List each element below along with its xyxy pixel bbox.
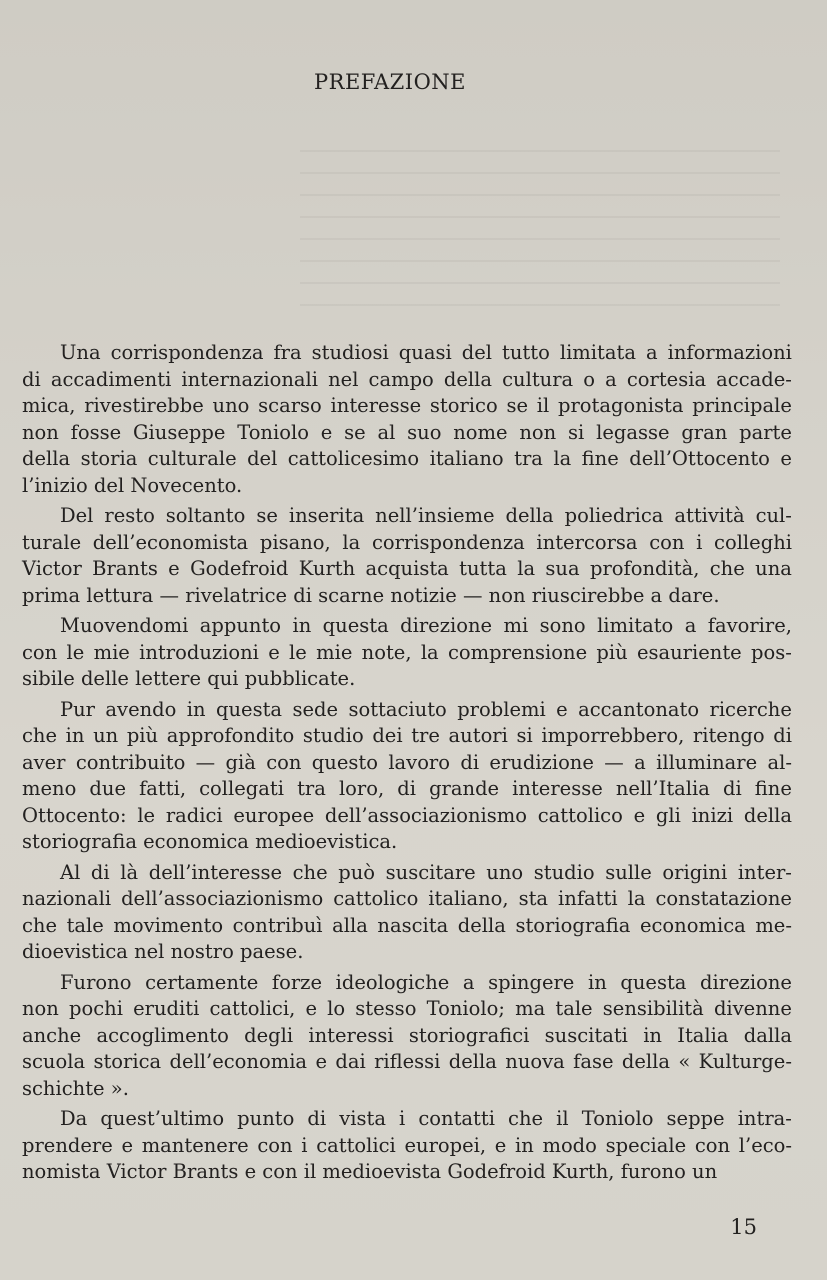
paragraph-line: l’inizio del Novecento. xyxy=(22,473,243,497)
paragraph-line: non pochi eruditi cattolici, e lo stesso Toniolo; ma tale sensibilità divenne xyxy=(22,997,792,1020)
paragraph-line: dioevistica nel nostro paese. xyxy=(22,940,304,963)
body-text xyxy=(22,340,792,1186)
paragraph-line: con le mie introduzioni e le mie note, la comprensione più esauriente pos- xyxy=(22,640,792,664)
page-number: 15 xyxy=(730,1215,757,1239)
paragraph-line: di accadimenti internazionali nel campo della cultura o a cortesia accade- xyxy=(22,367,792,391)
paragraph-line: storiografia economica medioevistica. xyxy=(22,830,398,853)
paragraph-line: nazionali dell’associazionismo cattolico italiano, sta infatti la constatazione xyxy=(22,887,792,910)
paragraph-line: sibile delle lettere qui pubblicate. xyxy=(22,667,356,690)
paragraph-line: prima lettura — rivelatrice di scarne notizie — non riuscirebbe a dare. xyxy=(22,583,720,607)
paragraph-line: non fosse Giuseppe Toniolo e se al suo nome non si legasse gran parte xyxy=(22,420,792,444)
paragraph-line: scuola storica dell’economia e dai riflessi della nuova fase della « Kulturge- xyxy=(22,1050,792,1073)
paragraph-line: mica, rivestirebbe uno scarso interesse storico se il protagonista principale xyxy=(22,394,792,417)
paragraph-first-line: Al di là dell’interesse che può suscitare uno studio sulle origini inter- xyxy=(60,860,792,884)
paragraph-line: che in un più approfondito studio dei tre autori si imporrebbero, ritengo di xyxy=(22,724,792,747)
paragraph-line: prendere e mantenere con i cattolici europei, e in modo speciale con l’eco- xyxy=(22,1133,792,1157)
paragraph-first-line: Pur avendo in questa sede sottaciuto problemi e accantonato ricerche xyxy=(60,697,792,721)
paragraph-line: della storia culturale del cattolicesimo italiano tra la fine dell’Ottocento e xyxy=(22,447,792,470)
paragraph-first-line: Muovendomi appunto in questa direzione mi sono limitato a favorire, xyxy=(60,614,792,637)
paragraph-first-line: Da quest’ultimo punto di vista i contatti che il Toniolo seppe intra- xyxy=(60,1107,792,1130)
paragraph-line: Ottocento: le radici europee dell’associazionismo cattolico e gli inizi della xyxy=(22,803,792,827)
paragraph-line: meno due fatti, collegati tra loro, di grande interesse nell’Italia di fine xyxy=(22,777,792,800)
paragraph-first-line: Una corrispondenza fra studiosi quasi del tutto limitata a informazioni xyxy=(60,341,792,364)
paragraph-line: anche accoglimento degli interessi storiografici suscitati in Italia dalla xyxy=(22,1023,792,1047)
bleed-through-text xyxy=(300,130,780,320)
paragraph-first-line: Furono certamente forze ideologiche a spingere in questa direzione xyxy=(60,970,792,994)
page-title: PREFAZIONE xyxy=(314,70,466,94)
paragraph-line: nomista Victor Brants e con il medioevista Godefroid Kurth, furono un xyxy=(22,1160,718,1183)
paragraph-line: aver contribuito — già con questo lavoro di erudizione — a illuminare al- xyxy=(22,750,792,774)
paragraph-line: Victor Brants e Godefroid Kurth acquista tutta la sua profondità, che una xyxy=(22,557,792,580)
paragraph-first-line: Del resto soltanto se inserita nell’insieme della poliedrica attività cul- xyxy=(60,504,792,527)
paragraph-line: che tale movimento contribuì alla nascita della storiografia economica me- xyxy=(22,913,792,937)
paragraph-line: schichte ». xyxy=(22,1076,129,1100)
paragraph-line: turale dell’economista pisano, la corrispondenza intercorsa con i colleghi xyxy=(22,530,792,554)
